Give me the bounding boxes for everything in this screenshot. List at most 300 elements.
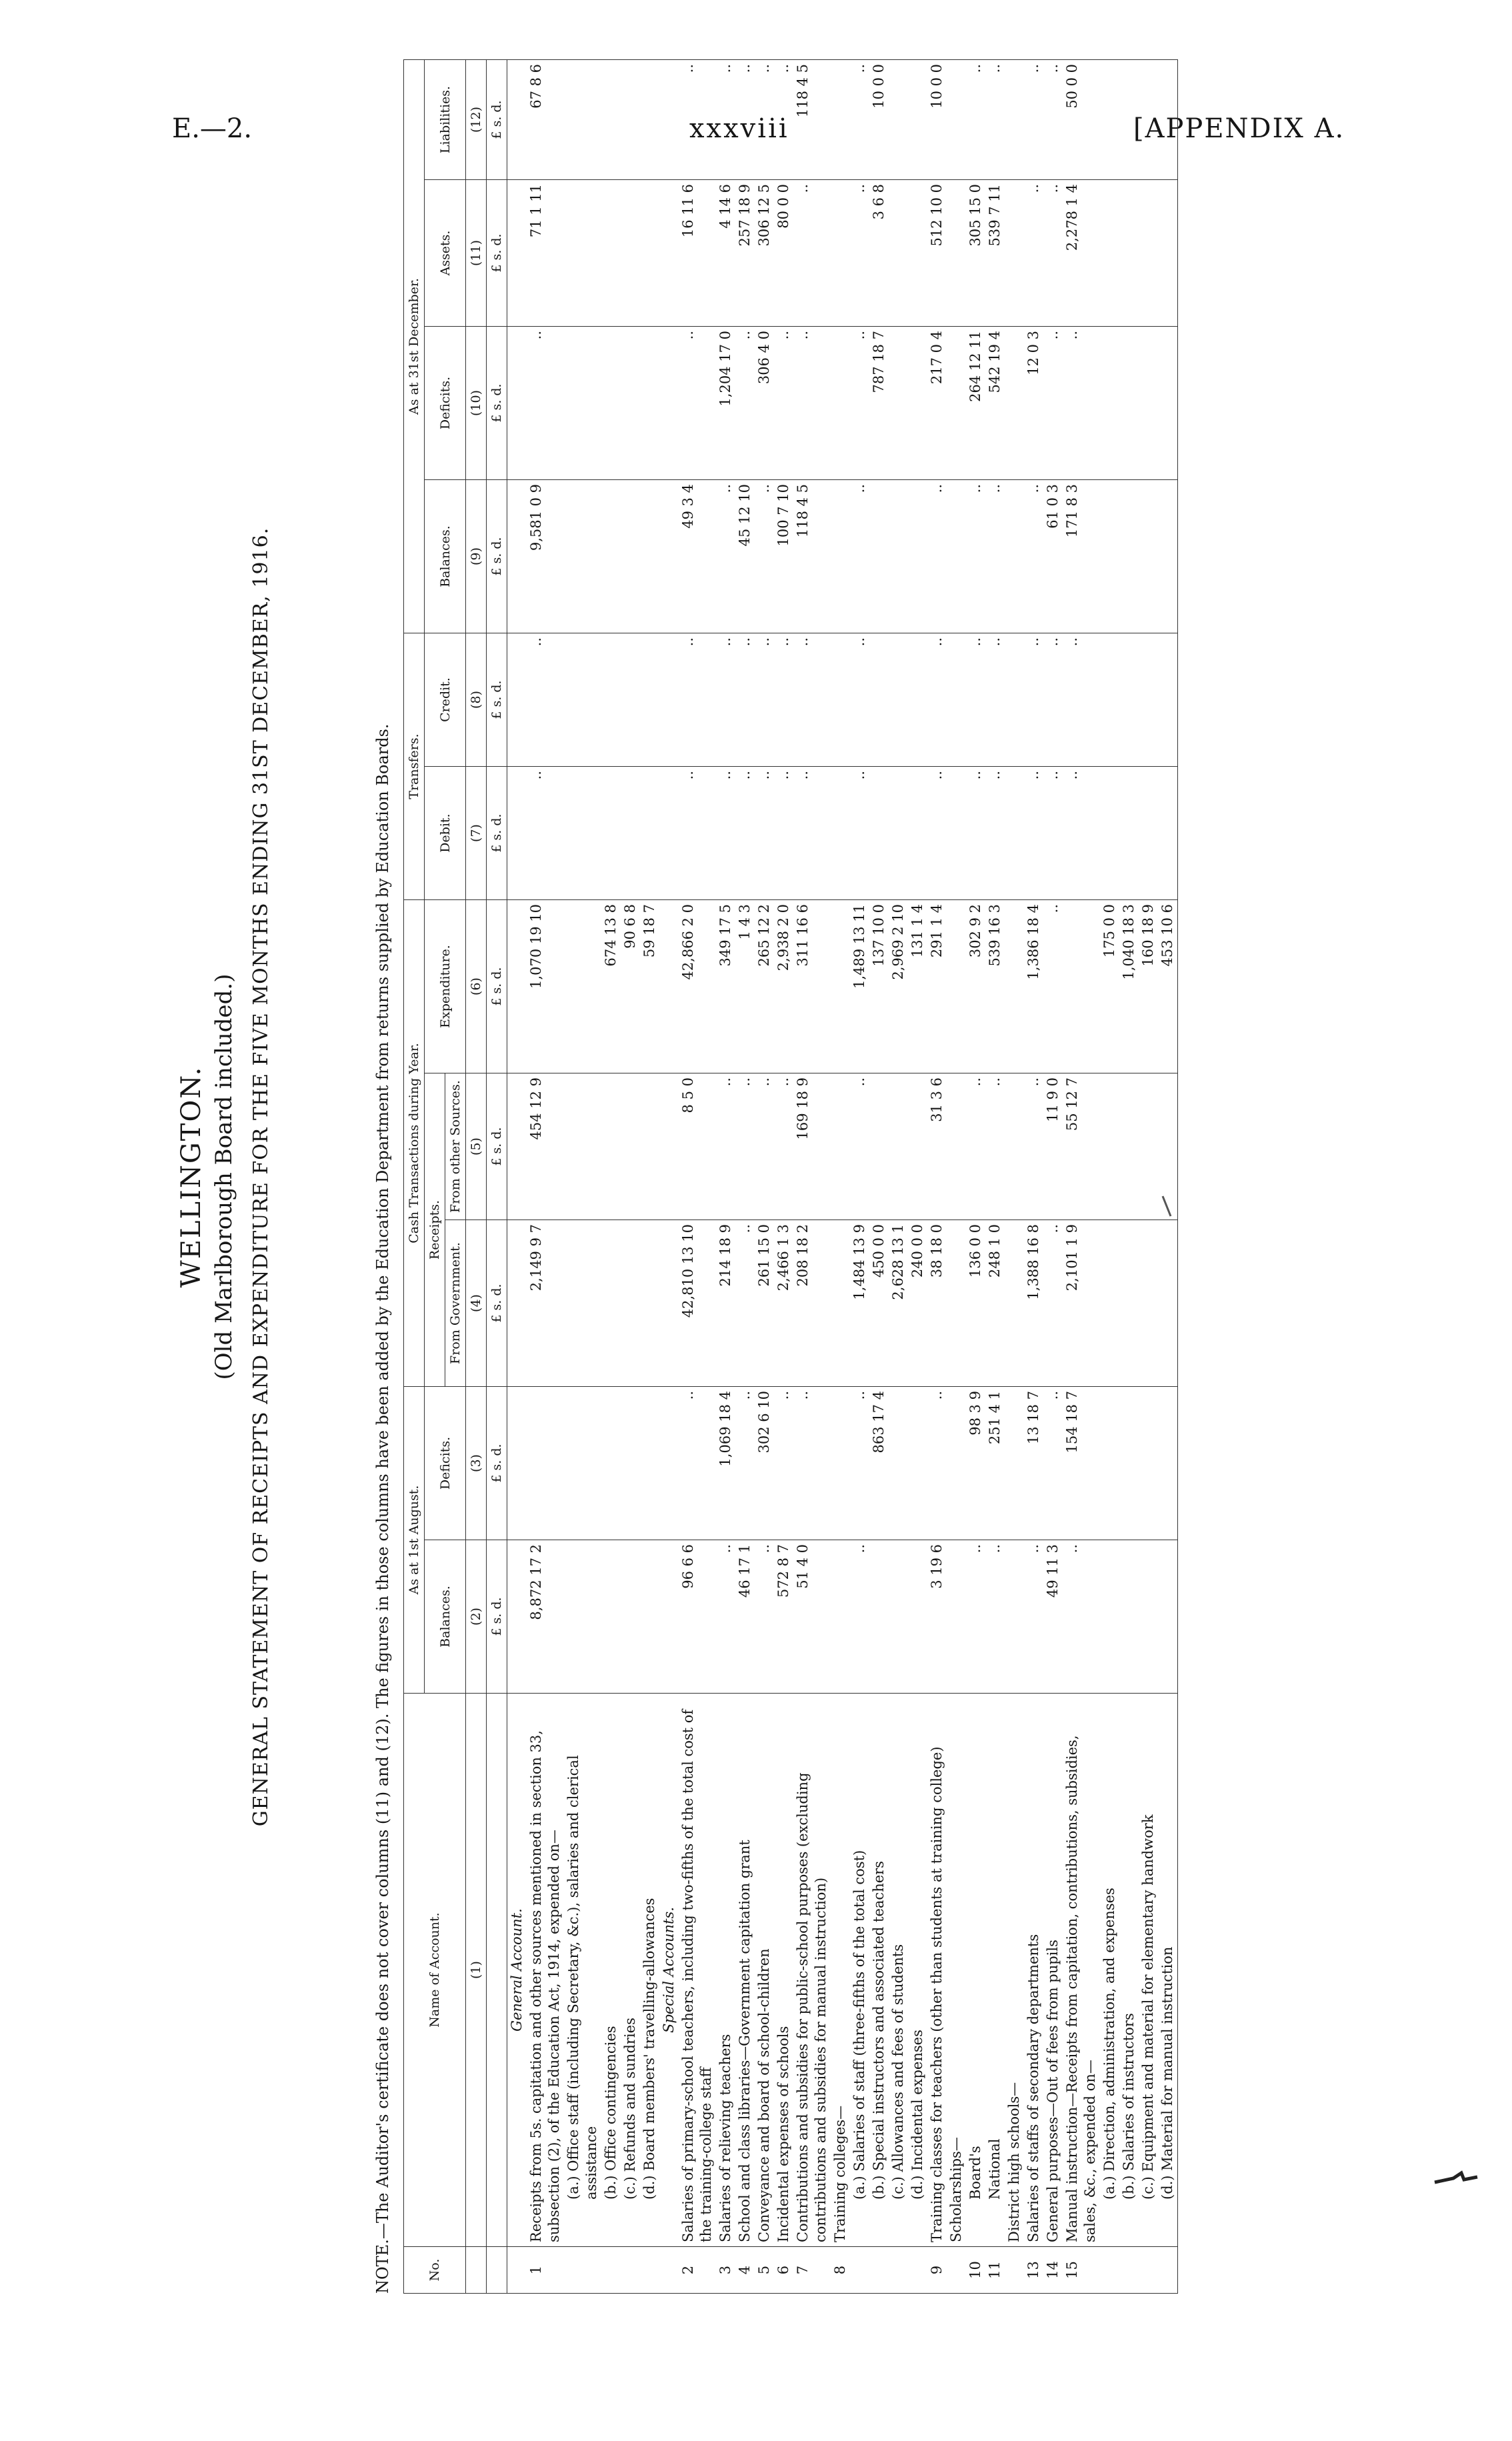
row-number: 14 [1043,2247,1063,2294]
amount-cell: 1,388 16 8 [1024,1220,1043,1387]
table-row [1100,59,1119,2293]
currency-unit: £ s. d. [487,59,507,179]
row-number [908,2247,927,2294]
amount-cell [1005,59,1024,179]
amount-cell [640,179,659,326]
amount-cell [831,59,850,179]
amount-cell: 2,938 2 0 [774,899,793,1073]
amount-cell [1119,766,1139,899]
table-row [889,59,908,2293]
row-number [1100,2247,1119,2294]
amount-cell: .. [755,479,774,633]
amount-cell [908,1387,927,1540]
amount-cell: 208 18 2 [793,1220,831,1387]
amount-cell [507,326,527,479]
amount-cell: .. [1043,899,1063,1073]
row-number [659,2247,679,2294]
table-row [564,59,601,2293]
amount-cell: 61 0 3 [1043,479,1063,633]
amount-cell [908,179,927,326]
amount-cell: .. [716,1073,735,1220]
amount-cell: 136 0 0 [966,1220,985,1387]
account-name: District high schools— [1005,1694,1024,2247]
amount-cell: .. [927,766,947,899]
amount-cell: 1,204 17 0 [716,326,735,479]
unit-blank [487,1694,507,2247]
amount-cell [831,1387,850,1540]
section-heading: General Account. [507,1694,527,2247]
header-from-government: From Government. [445,1220,466,1387]
amount-cell: 169 18 9 [793,1073,831,1220]
amount-cell [889,633,908,766]
row-number [640,2247,659,2294]
amount-cell: 265 12 2 [755,899,774,1073]
amount-cell [1119,179,1139,326]
column-number: (5) [466,1073,487,1220]
amount-cell: .. [927,633,947,766]
amount-cell [640,633,659,766]
amount-cell [1158,766,1178,899]
amount-cell [601,1220,621,1387]
amount-cell [621,1073,640,1220]
account-name: Board's [966,1694,985,2247]
amount-cell [1005,326,1024,479]
amount-cell [908,1073,927,1220]
amount-cell: 38 18 0 [927,1220,947,1387]
amount-cell [1158,1540,1178,1694]
table-row [908,59,927,2293]
amount-cell [659,1540,679,1694]
amount-cell [1100,766,1119,899]
amount-cell: .. [985,633,1005,766]
amount-cell: 80 0 0 [774,179,793,326]
amount-cell: .. [927,479,947,633]
amount-cell: .. [735,633,755,766]
amount-cell: 1,484 13 9 [850,1220,869,1387]
amount-cell [1139,326,1158,479]
amount-cell [908,1540,927,1694]
amount-cell: .. [850,479,869,633]
amount-cell: .. [1043,766,1063,899]
amount-cell: .. [1024,1540,1043,1694]
amount-cell: .. [774,59,793,179]
amount-cell: .. [985,59,1005,179]
account-name: Training colleges— [831,1694,850,2247]
row-number [507,2247,527,2294]
amount-cell: 9,581 0 9 [527,479,564,633]
amount-cell [1005,899,1024,1073]
amount-cell: .. [793,179,831,326]
amount-cell [1005,1073,1024,1220]
account-name: Incidental expenses of schools [774,1694,793,2247]
amount-cell: .. [1024,766,1043,899]
amount-cell: .. [793,326,831,479]
amount-cell [947,1220,966,1387]
amount-cell [1158,326,1178,479]
account-name: Conveyance and board of school-children [755,1694,774,2247]
currency-unit: £ s. d. [487,633,507,766]
amount-cell [1158,479,1178,633]
amount-cell: .. [774,1387,793,1540]
amount-cell [1158,1387,1178,1540]
amount-cell [564,59,601,179]
amount-cell [1005,179,1024,326]
amount-cell: .. [1043,59,1063,179]
amount-cell: .. [966,479,985,633]
amount-cell: .. [774,633,793,766]
amount-cell [947,1387,966,1540]
amount-cell: 8,872 17 2 [527,1540,564,1694]
amount-cell: .. [774,766,793,899]
amount-cell [1139,179,1158,326]
amount-cell [1119,326,1139,479]
row-number [621,2247,640,2294]
amount-cell [1005,633,1024,766]
amount-cell: 8 5 0 [679,1073,716,1220]
row-number: 9 [927,2247,947,2294]
row-number [1119,2247,1139,2294]
amount-cell: .. [716,479,735,633]
table-row [755,59,774,2293]
amount-cell [889,479,908,633]
amount-cell: 2,278 1 4 [1063,179,1100,326]
row-number: 7 [793,2247,831,2294]
amount-cell [1100,326,1119,479]
amount-cell: 59 18 7 [640,899,659,1073]
amount-cell [621,1540,640,1694]
header-from-other-sources: From other Sources. [445,1073,466,1220]
amount-cell: 49 11 3 [1043,1540,1063,1694]
amount-cell [564,1387,601,1540]
amount-cell [1119,633,1139,766]
header-balances-dec: Balances. [425,479,466,633]
table-row [1005,59,1024,2293]
amount-cell [640,1220,659,1387]
amount-cell [564,179,601,326]
table-row [659,59,679,2293]
amount-cell [564,1073,601,1220]
account-name: Training classes for teachers (other than students at training college) [927,1694,947,2247]
amount-cell: 49 3 4 [679,479,716,633]
amount-cell [640,766,659,899]
amount-cell [908,479,927,633]
row-number: 11 [985,2247,1005,2294]
header-cash-transactions: Cash Transactions during Year. [404,899,425,1386]
row-number [889,2247,908,2294]
amount-cell [947,179,966,326]
amount-cell [507,59,527,179]
amount-cell: .. [527,326,564,479]
amount-cell: .. [966,1540,985,1694]
amount-cell: 291 1 4 [927,899,947,1073]
amount-cell [831,326,850,479]
header-expenditure: Expenditure. [425,899,466,1073]
account-name: (d.) Material for manual instruction [1158,1694,1178,2247]
amount-cell [659,1073,679,1220]
amount-cell: .. [1024,179,1043,326]
amount-cell: 4 14 6 [716,179,735,326]
section-heading: Special Accounts. [659,1694,679,2247]
amount-cell: 2,466 1 3 [774,1220,793,1387]
table-row [1119,59,1139,2293]
table-row [527,59,564,2293]
amount-cell [640,1073,659,1220]
currency-unit: £ s. d. [487,1220,507,1387]
column-number: (2) [466,1540,487,1694]
amount-cell [621,1387,640,1540]
amount-cell [947,479,966,633]
row-number [850,2247,869,2294]
amount-cell: 16 11 6 [679,179,716,326]
amount-cell: .. [850,326,869,479]
column-number: (10) [466,326,487,479]
table-row [869,59,889,2293]
row-number [601,2247,621,2294]
amount-cell: .. [735,59,755,179]
account-name: Manual instruction—Receipts from capitation, contributions, subsidies, sales, &c., expended on— [1063,1694,1100,2247]
amount-cell [1100,1220,1119,1387]
page-number: xxxviii [689,113,789,144]
amount-cell: .. [1043,1387,1063,1540]
amount-cell: .. [1063,1540,1100,1694]
amount-cell [869,766,889,899]
amount-cell [908,633,927,766]
table-row [1024,59,1043,2293]
statement-heading: GENERAL STATEMENT OF RECEIPTS AND EXPENDITURE FOR THE FIVE MONTHS ENDING 31ST DECEMBER, 1916. [249,527,273,1827]
row-number [564,2247,601,2294]
amount-cell [947,633,966,766]
amount-cell: .. [850,633,869,766]
table-row [927,59,947,2293]
amount-cell [621,1220,640,1387]
amount-cell: 1,069 18 4 [716,1387,735,1540]
amount-cell [889,179,908,326]
amount-cell [1139,479,1158,633]
amount-cell: .. [716,766,735,899]
header-name: Name of Account. [404,1694,466,2247]
amount-cell: .. [850,59,869,179]
amount-cell: 787 18 7 [869,326,889,479]
header-as-at-december: As at 31st December. [404,59,425,633]
amount-cell: 251 4 1 [985,1387,1005,1540]
amount-cell [831,179,850,326]
amount-cell [908,59,927,179]
amount-cell: .. [716,633,735,766]
amount-cell: .. [755,766,774,899]
amount-cell [947,1073,966,1220]
amount-cell: 46 17 1 [735,1540,755,1694]
amount-cell: .. [679,633,716,766]
amount-cell: 453 10 6 [1158,899,1178,1073]
amount-cell: 171 8 3 [1063,479,1100,633]
amount-cell: .. [850,1540,869,1694]
row-number: 15 [1063,2247,1100,2294]
amount-cell [869,633,889,766]
amount-cell [621,59,640,179]
table-row [601,59,621,2293]
amount-cell: 674 13 8 [601,899,621,1073]
amount-cell: 1,489 13 11 [850,899,869,1073]
table-row [1063,59,1100,2293]
amount-cell: 10 0 0 [869,59,889,179]
amount-cell: .. [735,326,755,479]
amount-cell [869,479,889,633]
header-liabilities: Liabilities. [425,59,466,179]
amount-cell: .. [679,1387,716,1540]
amount-cell [621,633,640,766]
amount-cell [1005,1220,1024,1387]
colnum-blank [466,2247,487,2294]
amount-cell [659,1220,679,1387]
statement-title: WELLINGTON. [176,1065,207,1288]
amount-cell [601,766,621,899]
amount-cell: .. [966,633,985,766]
amount-cell: .. [735,1387,755,1540]
amount-cell: 2,969 2 10 [889,899,908,1073]
amount-cell [507,1073,527,1220]
row-number: 2 [679,2247,716,2294]
amount-cell [1158,179,1178,326]
amount-cell [507,633,527,766]
amount-cell [621,766,640,899]
column-number: (3) [466,1387,487,1540]
amount-cell: 2,149 9 7 [527,1220,564,1387]
amount-cell [564,326,601,479]
amount-cell: .. [927,1387,947,1540]
amount-cell: 1,040 18 3 [1119,899,1139,1073]
amount-cell [1100,1387,1119,1540]
amount-cell: 450 0 0 [869,1220,889,1387]
amount-cell: 302 9 2 [966,899,985,1073]
account-name: (d.) Board members' travelling-allowances [640,1694,659,2247]
amount-cell [564,766,601,899]
amount-cell: 12 0 3 [1024,326,1043,479]
statement-subtitle: (Old Marlborough Board included.) [211,973,237,1380]
amount-cell: 100 7 10 [774,479,793,633]
header-as-at-august: As at 1st August. [404,1387,425,1694]
amount-cell [527,1387,564,1540]
amount-cell [507,1540,527,1694]
account-name: (d.) Incidental expenses [908,1694,927,2247]
amount-cell [621,479,640,633]
amount-cell [640,59,659,179]
account-name: Salaries of staffs of secondary departments [1024,1694,1043,2247]
account-name: (a.) Salaries of staff (three-fifths of the total cost) [850,1694,869,2247]
amount-cell: .. [755,633,774,766]
amount-cell: .. [793,766,831,899]
amount-cell [889,1387,908,1540]
amount-cell [507,479,527,633]
amount-cell [1139,766,1158,899]
amount-cell: 45 12 10 [735,479,755,633]
table-row [966,59,985,2293]
amount-cell [640,479,659,633]
table-row [1158,59,1178,2293]
amount-cell: .. [1024,479,1043,633]
currency-unit: £ s. d. [487,899,507,1073]
table-row [1139,59,1158,2293]
amount-cell: .. [1063,766,1100,899]
row-number: 10 [966,2247,985,2294]
amount-cell: 539 7 11 [985,179,1005,326]
amount-cell [601,633,621,766]
row-number: 1 [527,2247,564,2294]
amount-cell [908,326,927,479]
amount-cell [889,1073,908,1220]
amount-cell [1158,633,1178,766]
account-name: (b.) Special instructors and associated teachers [869,1694,889,2247]
column-number: (9) [466,479,487,633]
amount-cell: .. [1024,633,1043,766]
currency-unit: £ s. d. [487,1540,507,1694]
amount-cell [564,1540,601,1694]
account-name: Contributions and subsidies for public-school purposes (excluding contributions and subsidies for manual instruction) [793,1694,831,2247]
amount-cell: 1,070 19 10 [527,899,564,1073]
amount-cell [1119,1387,1139,1540]
amount-cell: .. [716,1540,735,1694]
amount-cell [831,1220,850,1387]
header-no: No. [404,2247,466,2294]
amount-cell: 31 3 6 [927,1073,947,1220]
account-name: (c.) Equipment and material for elementary handwork [1139,1694,1158,2247]
amount-cell [1139,1220,1158,1387]
amount-cell: .. [527,766,564,899]
currency-unit: £ s. d. [487,1073,507,1220]
row-number: 8 [831,2247,850,2294]
amount-cell [869,1540,889,1694]
header-deficits-aug: Deficits. [425,1387,466,1540]
amount-cell: .. [985,1540,1005,1694]
amount-cell: 1 4 3 [735,899,755,1073]
amount-cell [601,479,621,633]
amount-cell: 572 8 7 [774,1540,793,1694]
amount-cell [601,1540,621,1694]
amount-cell: 67 8 6 [527,59,564,179]
amount-cell [1119,59,1139,179]
amount-cell [1158,1220,1178,1387]
amount-cell: .. [716,59,735,179]
amount-cell [507,179,527,326]
table-row [621,59,640,2293]
amount-cell [621,326,640,479]
amount-cell [601,179,621,326]
amount-cell [564,899,601,1073]
amount-cell: .. [679,326,716,479]
amount-cell: 257 18 9 [735,179,755,326]
account-name: (c.) Allowances and fees of students [889,1694,908,2247]
row-number: 6 [774,2247,793,2294]
row-number: 5 [755,2247,774,2294]
amount-cell: 454 12 9 [527,1073,564,1220]
amount-cell [1139,1540,1158,1694]
table-row [735,59,755,2293]
amount-cell: 71 1 11 [527,179,564,326]
amount-cell [947,766,966,899]
account-name: School and class libraries—Government capitation grant [735,1694,755,2247]
account-name: Scholarships— [947,1694,966,2247]
amount-cell: 90 6 8 [621,899,640,1073]
amount-cell: 42,866 2 0 [679,899,716,1073]
row-number [1158,2247,1178,2294]
amount-cell: 13 18 7 [1024,1387,1043,1540]
amount-cell: 137 10 0 [869,899,889,1073]
table-row [507,59,527,2293]
column-number: (6) [466,899,487,1073]
amount-cell: 3 6 8 [869,179,889,326]
amount-cell [1100,479,1119,633]
row-number [869,2247,889,2294]
column-number: (4) [466,1220,487,1387]
